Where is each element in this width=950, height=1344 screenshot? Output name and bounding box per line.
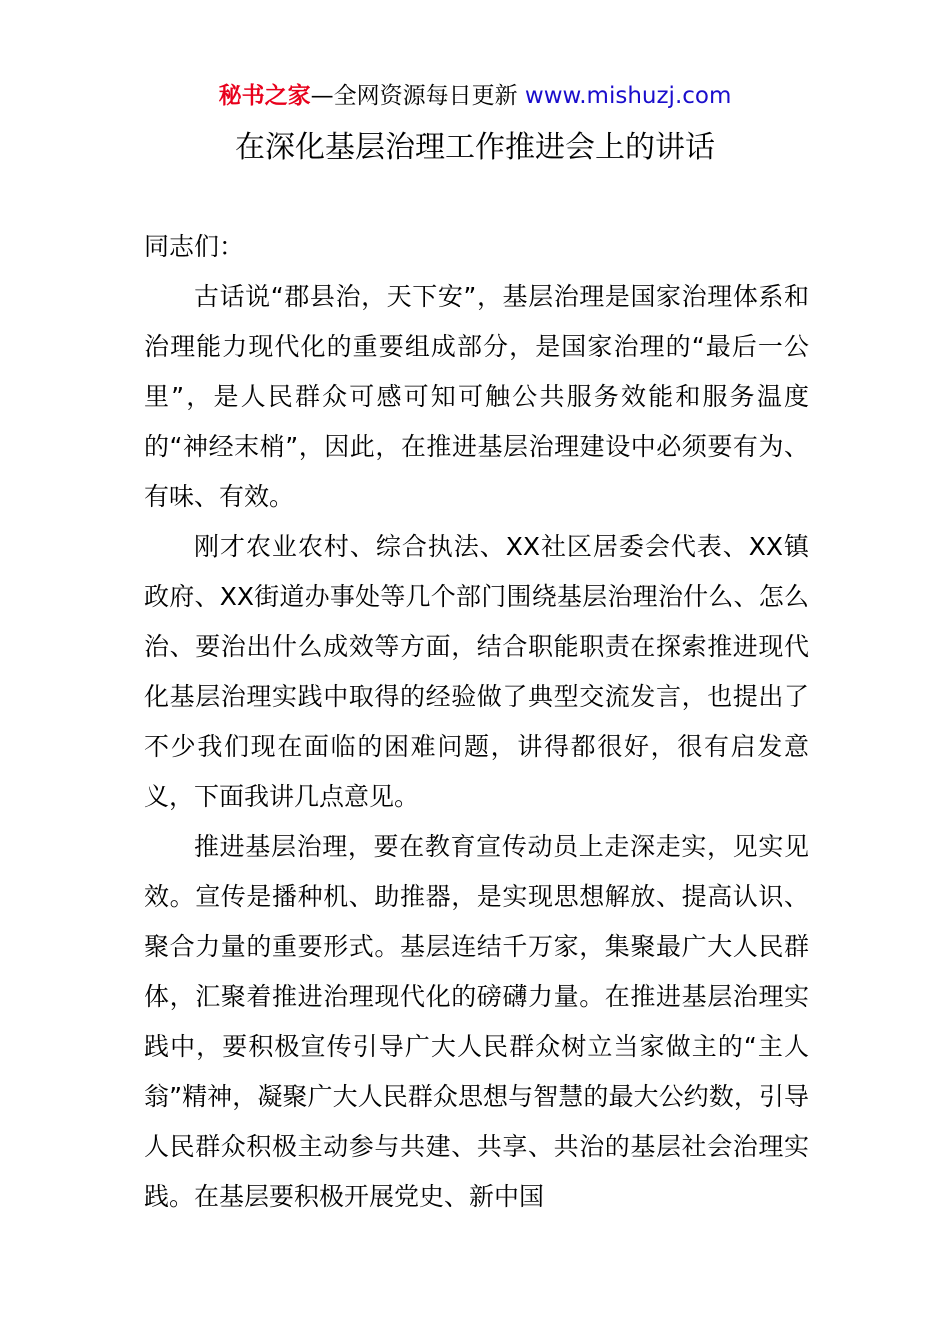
salutation: 同志们： xyxy=(144,232,245,261)
site-brand: 秘书之家 xyxy=(218,83,311,109)
site-url[interactable]: www.mishuzj.com xyxy=(524,83,732,109)
document-body xyxy=(144,222,809,1222)
site-header xyxy=(0,80,950,112)
paragraph: 推进基层治理，要在教育宣传动员上走深走实，见实见效。宣传是播种机、助推器，是实现思想解放、提高认识、聚合力量的重要形式。基层连结千万家，集聚最广大人民群体，汇聚着推进治理现代化的磅礴力量。在推进基层治理实践中，要积极宣传引导广大人民群众树立当家做主的“主人翁”精神，凝聚广大人民群众思想与智慧的最大公约数，引导人民群众积极主动参与共建、共享、共治的基层社会治理实践。在基层要积极开展党史、新中国 xyxy=(144,832,809,1211)
paragraph: 刚才农业农村、综合执法、XX社区居委会代表、XX镇政府、XX街道办事处等几个部门围绕基层治理治什么、怎么治、要治出什么成效等方面，结合职能职责在探索推进现代化基层治理实践中取得的经验做了典型交流发言，也提出了不少我们现在面临的困难问题，讲得都很好，很有启发意义，下面我讲几点意见。 xyxy=(144,532,809,811)
site-tagline: —全网资源每日更新 xyxy=(310,83,525,109)
document-title: 在深化基层治理工作推进会上的讲话 xyxy=(235,130,715,165)
paragraph: 古话说“郡县治，天下安”，基层治理是国家治理体系和治理能力现代化的重要组成部分，是国家治理的“最后一公里”，是人民群众可感可知可触公共服务效能和服务温度的“神经末梢”，因此，在推进基层治理建设中必须要有为、有味、有效。 xyxy=(144,282,809,511)
